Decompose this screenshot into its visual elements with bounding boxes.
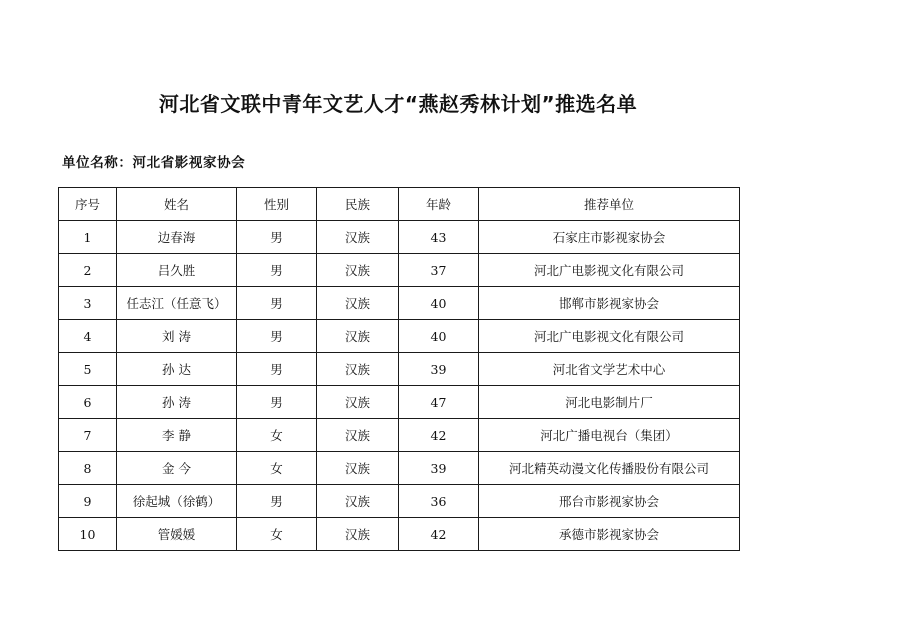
table-row [59,221,740,254]
cell-index: 7 [59,419,117,452]
cell-age: 40 [399,287,479,320]
header-age: 年龄 [399,188,479,221]
cell-gender: 男 [237,287,317,320]
cell-name: 孙 达 [117,353,237,386]
cell-recommending-unit: 河北广播电视台（集团） [479,419,740,452]
cell-age: 36 [399,485,479,518]
cell-recommending-unit: 河北精英动漫文化传播股份有限公司 [479,452,740,485]
cell-age: 39 [399,452,479,485]
cell-name: 边春海 [117,221,237,254]
cell-ethnicity: 汉族 [317,386,399,419]
cell-index: 6 [59,386,117,419]
cell-ethnicity: 汉族 [317,221,399,254]
cell-gender: 女 [237,518,317,551]
cell-name: 徐起城（徐鹤） [117,485,237,518]
cell-index: 2 [59,254,117,287]
cell-index: 9 [59,485,117,518]
cell-name: 任志江（任意飞） [117,287,237,320]
cell-age: 43 [399,221,479,254]
cell-gender: 男 [237,320,317,353]
header-index: 序号 [59,188,117,221]
cell-recommending-unit: 河北电影制片厂 [479,386,740,419]
cell-age: 37 [399,254,479,287]
cell-gender: 男 [237,254,317,287]
cell-recommending-unit: 河北广电影视文化有限公司 [479,254,740,287]
cell-index: 8 [59,452,117,485]
document-title: 河北省文联中青年文艺人才“燕赵秀林计划”推选名单 [158,92,638,116]
cell-age: 39 [399,353,479,386]
cell-name: 刘 涛 [117,320,237,353]
cell-age: 42 [399,419,479,452]
cell-ethnicity: 汉族 [317,419,399,452]
cell-index: 1 [59,221,117,254]
table-row [59,419,740,452]
cell-gender: 女 [237,452,317,485]
cell-gender: 女 [237,419,317,452]
header-ethnicity: 民族 [317,188,399,221]
cell-index: 5 [59,353,117,386]
cell-name: 金 今 [117,452,237,485]
cell-index: 3 [59,287,117,320]
cell-index: 10 [59,518,117,551]
table-row [59,386,740,419]
cell-age: 40 [399,320,479,353]
cell-index: 4 [59,320,117,353]
cell-recommending-unit: 河北广电影视文化有限公司 [479,320,740,353]
table-row [59,518,740,551]
header-gender: 性别 [237,188,317,221]
table-row [59,452,740,485]
table-row [59,485,740,518]
cell-ethnicity: 汉族 [317,287,399,320]
table-row [59,287,740,320]
header-name: 姓名 [117,188,237,221]
cell-recommending-unit: 邯郸市影视家协会 [479,287,740,320]
table-row [59,320,740,353]
cell-recommending-unit: 承德市影视家协会 [479,518,740,551]
cell-ethnicity: 汉族 [317,485,399,518]
cell-name: 吕久胜 [117,254,237,287]
cell-name: 孙 涛 [117,386,237,419]
cell-ethnicity: 汉族 [317,353,399,386]
cell-gender: 男 [237,353,317,386]
header-recommending-unit: 推荐单位 [479,188,740,221]
table-row [59,353,740,386]
table-header-row [59,188,740,221]
cell-name: 管媛媛 [117,518,237,551]
cell-gender: 男 [237,386,317,419]
cell-ethnicity: 汉族 [317,518,399,551]
cell-ethnicity: 汉族 [317,452,399,485]
cell-recommending-unit: 邢台市影视家协会 [479,485,740,518]
nominee-table [58,187,740,551]
cell-age: 42 [399,518,479,551]
cell-gender: 男 [237,485,317,518]
cell-name: 李 静 [117,419,237,452]
cell-ethnicity: 汉族 [317,320,399,353]
unit-name-line: 单位名称：河北省影视家协会 [62,155,246,171]
cell-recommending-unit: 河北省文学艺术中心 [479,353,740,386]
cell-ethnicity: 汉族 [317,254,399,287]
cell-gender: 男 [237,221,317,254]
table-row [59,254,740,287]
cell-age: 47 [399,386,479,419]
cell-recommending-unit: 石家庄市影视家协会 [479,221,740,254]
